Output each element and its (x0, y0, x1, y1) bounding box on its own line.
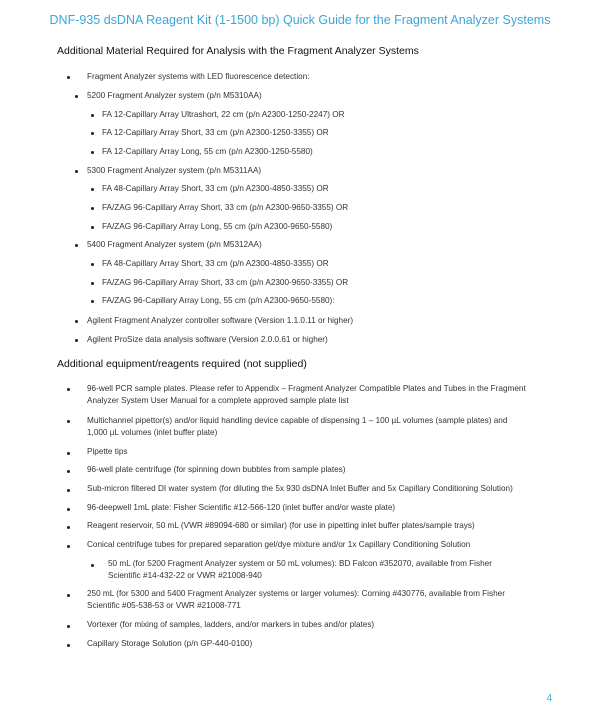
list-item: 96-deepwell 1mL plate: Fisher Scientific #12-566-120 (inlet buffer and/or waste plate) (87, 503, 396, 512)
bullet-icon (91, 263, 94, 266)
section-heading-materials: Additional Material Required for Analysis with the Fragment Analyzer Systems (57, 45, 419, 57)
list-item-continuation: Analyzer System User Manual for a complete approved sample plate list (87, 396, 349, 405)
list-item-continuation: Scientific #14-432-22 or VWR #21008-940 (108, 571, 262, 580)
list-item: Sub-micron filtered DI water system (for diluting the 5x 930 dsDNA Inlet Buffer and 5x Capillary Conditioning Solution) (87, 484, 513, 493)
section-heading-equipment: Additional equipment/reagents required (not supplied) (57, 358, 307, 370)
bullet-icon (75, 339, 78, 342)
bullet-icon (67, 388, 70, 391)
bullet-icon (67, 526, 70, 529)
list-item: 96-well plate centrifuge (for spinning down bubbles from sample plates) (87, 465, 346, 474)
bullet-icon (67, 644, 70, 647)
bullet-icon (75, 170, 78, 173)
bullet-icon (91, 282, 94, 285)
bullet-icon (91, 300, 94, 303)
list-item: 5300 Fragment Analyzer system (p/n M5311AA) (87, 166, 262, 175)
list-item: FA/ZAG 96-Capillary Array Long, 55 cm (p/n A2300-9650-5580): (102, 296, 335, 305)
bullet-icon (67, 508, 70, 511)
list-item-continuation: 1,000 µL volumes (inlet buffer plate) (87, 428, 218, 437)
list-item: FA 12-Capillary Array Ultrashort, 22 cm (p/n A2300-1250-2247) OR (102, 110, 345, 119)
list-item: 96-well PCR sample plates. Please refer to Appendix – Fragment Analyzer Compatible Plates and Tubes in the Fragment (87, 384, 526, 393)
list-item: Vortexer (for mixing of samples, ladders, and/or markers in tubes and/or plates) (87, 620, 375, 629)
list-item: FA/ZAG 96-Capillary Array Long, 55 cm (p/n A2300-9650-5580) (102, 222, 333, 231)
list-item: 5400 Fragment Analyzer system (p/n M5312AA) (87, 240, 262, 249)
list-item: 250 mL (for 5300 and 5400 Fragment Analyzer systems or larger volumes): Corning #430776, available from Fisher (87, 589, 505, 598)
bullet-icon (91, 114, 94, 117)
list-item-continuation: Scientific #05-538-53 or VWR #21008-771 (87, 601, 241, 610)
list-item: Reagent reservoir, 50 mL (VWR #89094-680 or similar) (for use in pipetting inlet buffer plates/sample trays) (87, 521, 475, 530)
bullet-icon (67, 625, 70, 628)
bullet-icon (91, 564, 94, 567)
bullet-icon (75, 244, 78, 247)
list-item: FA/ZAG 96-Capillary Array Short, 33 cm (p/n A2300-9650-3355) OR (102, 203, 349, 212)
bullet-icon (67, 470, 70, 473)
list-item: 5200 Fragment Analyzer system (p/n M5310AA) (87, 91, 262, 100)
bullet-icon (67, 420, 70, 423)
list-item: Pipette tips (87, 447, 128, 456)
bullet-icon (91, 132, 94, 135)
document-title: DNF-935 dsDNA Reagent Kit (1-1500 bp) Quick Guide for the Fragment Analyzer Systems (49, 13, 551, 27)
bullet-icon (67, 545, 70, 548)
list-item: Agilent ProSize data analysis software (Version 2.0.0.61 or higher) (87, 335, 328, 344)
bullet-icon (75, 320, 78, 323)
list-item: FA 48-Capillary Array Short, 33 cm (p/n A2300-4850-3355) OR (102, 184, 329, 193)
list-item: FA 48-Capillary Array Short, 33 cm (p/n A2300-4850-3355) OR (102, 259, 329, 268)
bullet-icon (91, 188, 94, 191)
page-number: 4 (546, 693, 552, 704)
list-item: Multichannel pipettor(s) and/or liquid handling device capable of dispensing 1 – 100 µL volumes (sample plates) and (87, 416, 508, 425)
list-item: Agilent Fragment Analyzer controller software (Version 1.1.0.11 or higher) (87, 316, 354, 325)
bullet-icon (91, 207, 94, 210)
list-item: Fragment Analyzer systems with LED fluorescence detection: (87, 72, 310, 81)
list-item: Capillary Storage Solution (p/n GP-440-0100) (87, 639, 253, 648)
bullet-icon (67, 489, 70, 492)
bullet-icon (67, 76, 70, 79)
list-item: Conical centrifuge tubes for prepared separation gel/dye mixture and/or 1x Capillary Conditioning Solution (87, 540, 471, 549)
list-item: FA 12-Capillary Array Short, 33 cm (p/n A2300-1250-3355) OR (102, 128, 329, 137)
bullet-icon (75, 95, 78, 98)
list-item: FA/ZAG 96-Capillary Array Short, 33 cm (p/n A2300-9650-3355) OR (102, 278, 349, 287)
bullet-icon (67, 594, 70, 597)
list-item: FA 12-Capillary Array Long, 55 cm (p/n A2300-1250-5580) (102, 147, 313, 156)
bullet-icon (67, 452, 70, 455)
bullet-icon (91, 226, 94, 229)
bullet-icon (91, 151, 94, 154)
list-item: 50 mL (for 5200 Fragment Analyzer system or 50 mL volumes): BD Falcon #352070, available from Fisher (108, 559, 492, 568)
